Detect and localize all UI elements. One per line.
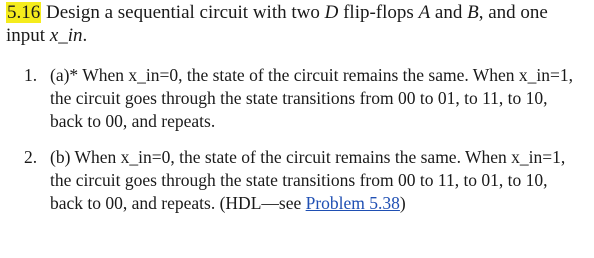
d-flipflop-type: D <box>324 2 339 23</box>
part-item-2 <box>24 146 584 215</box>
problem-reference-link[interactable]: Problem 5.38 <box>305 193 400 213</box>
statement-text-2: flip-flops <box>338 2 419 23</box>
part-text-2: (b) When x_in=0, the state of the circuit remains the same. When x_in=1, the circuit goes through the state transitions from 00 to 11, to 01, to 10, back to 00, and repeats. (HDL—see <box>50 147 566 213</box>
flipflop-a-name: A <box>418 2 431 23</box>
flipflop-b-name: B <box>467 2 479 23</box>
part-number-1: 1. <box>24 65 38 85</box>
statement-text-3: and <box>430 2 468 23</box>
part-text-1: (a)* When x_in=0, the state of the circuit remains the same. When x_in=1, the circuit goes through the state transitions from 00 to 01, to 11, to 10, back to 00, and repeats. <box>50 65 574 131</box>
part-text-2-end: ) <box>399 193 406 213</box>
statement-text-1: Design a sequential circuit with two <box>41 2 325 23</box>
part-item-1 <box>24 64 584 133</box>
statement-text-4: , and one input <box>6 2 548 46</box>
problem-statement <box>6 1 586 47</box>
problem-number-highlight: 5.16 <box>7 2 41 23</box>
part-number-2: 2. <box>24 147 38 167</box>
statement-text-5: . <box>82 25 88 46</box>
input-variable-name: x_in <box>49 25 83 46</box>
parts-list <box>24 64 584 215</box>
